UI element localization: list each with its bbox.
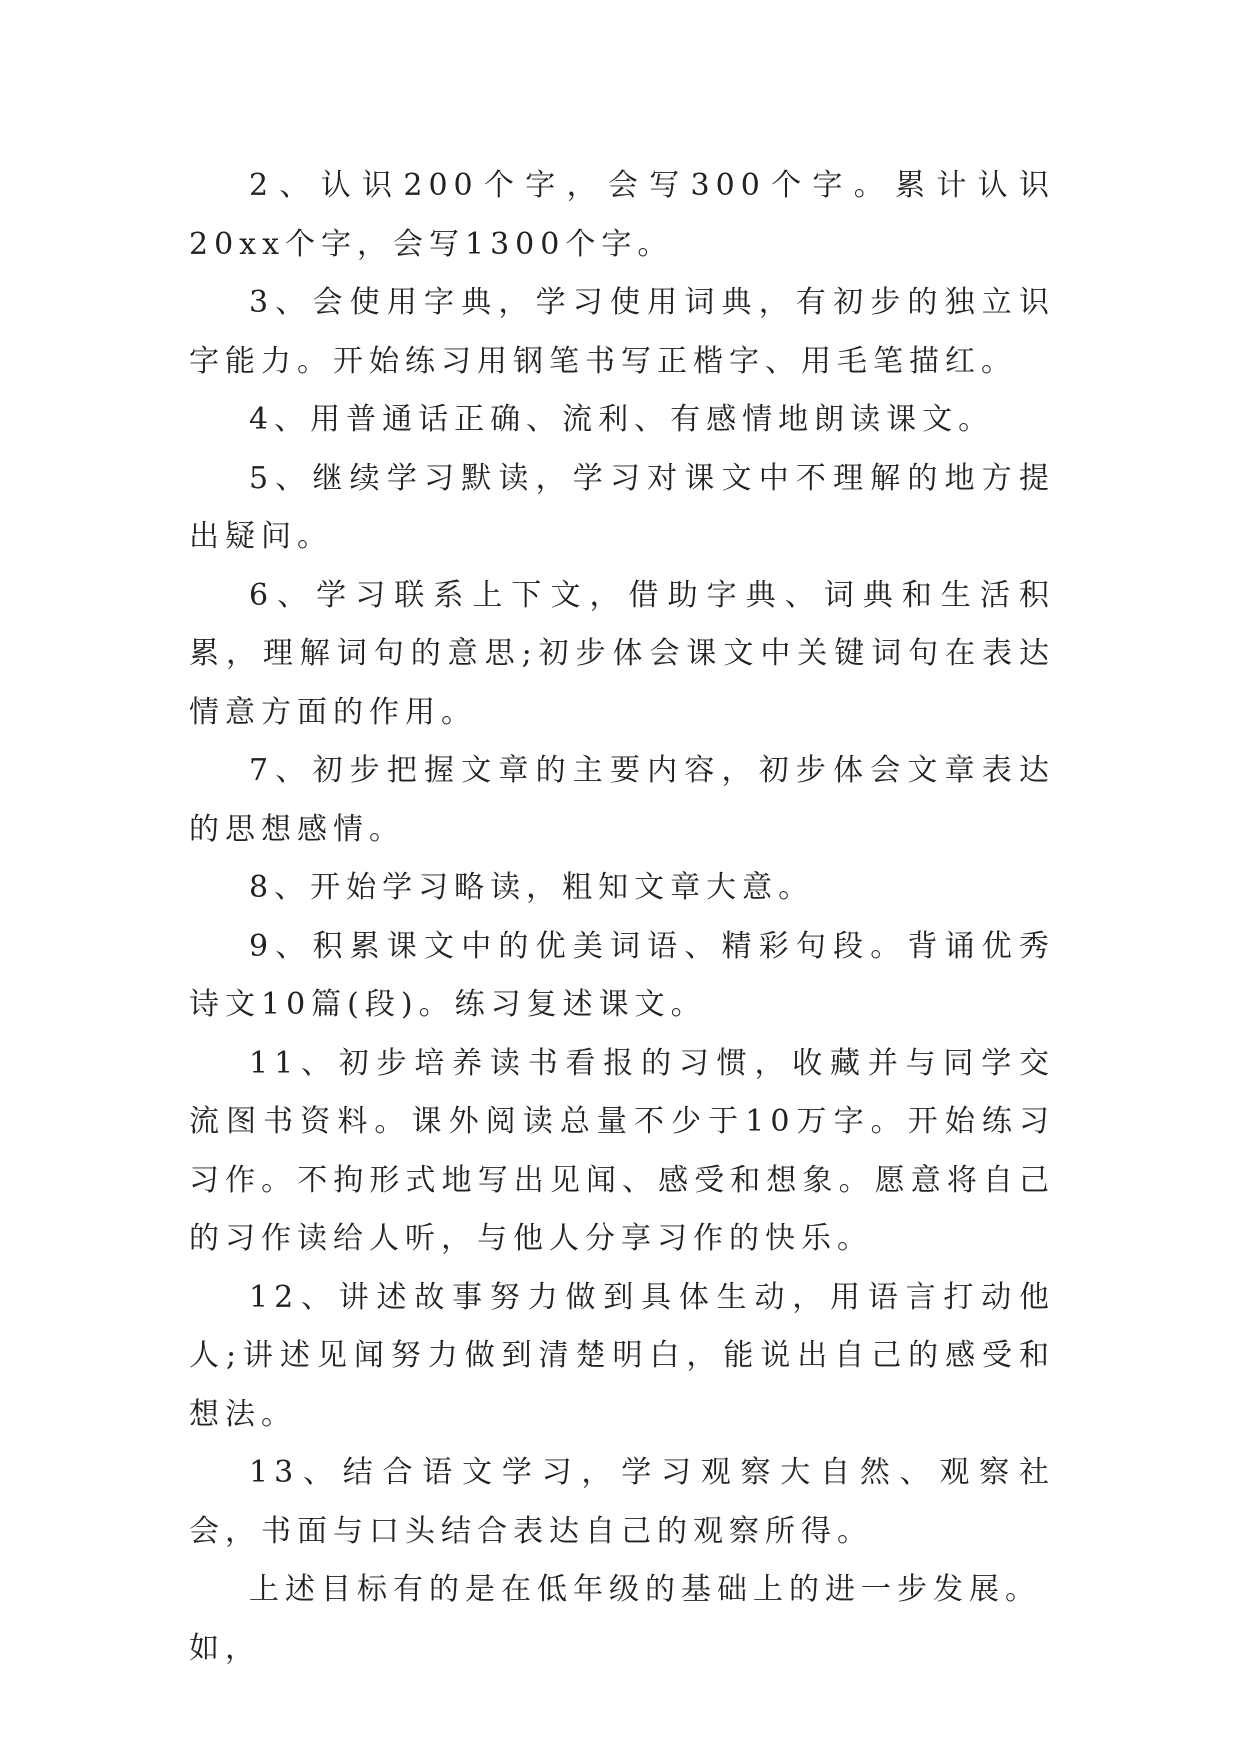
paragraph: 9、积累课文中的优美词语、精彩句段。背诵优秀诗文10篇(段)。练习复述课文。 <box>189 928 1055 1022</box>
paragraph: 7、初步把握文章的主要内容，初步体会文章表达的思想感情。 <box>189 753 1055 847</box>
paragraph: 4、用普通话正确、流利、有感情地朗读课文。 <box>249 402 995 437</box>
paragraph: 11、初步培养读书看报的习惯，收藏并与同学交流图书资料。课外阅读总量不少于10万字。开始练习习作。不拘形式地写出见闻、感受和想象。愿意将自己的习作读给人听，与他人分享习作的快乐。 <box>189 1045 1055 1256</box>
paragraph: 8、开始学习略读，粗知文章大意。 <box>249 870 815 905</box>
paragraph: 2、认识200个字，会写300个字。累计认识20xx个字，会写1300个字。 <box>189 168 1055 262</box>
paragraph: 3、会使用字典，学习使用词典，有初步的独立识字能力。开始练习用钢笔书写正楷字、用毛笔描红。 <box>189 285 1055 379</box>
paragraph: 6、学习联系上下文，借助字典、词典和生活积累，理解词句的意思;初步体会课文中关键词句在表达情意方面的作用。 <box>189 577 1055 730</box>
paragraph: 13、结合语文学习，学习观察大自然、观察社会，书面与口头结合表达自己的观察所得。 <box>189 1455 1055 1549</box>
document-body <box>189 157 1055 1678</box>
paragraph: 12、讲述故事努力做到具体生动，用语言打动他人;讲述见闻努力做到清楚明白，能说出自己的感受和想法。 <box>189 1279 1055 1432</box>
paragraph: 上述目标有的是在低年级的基础上的进一步发展。如， <box>189 1572 1041 1666</box>
paragraph: 5、继续学习默读，学习对课文中不理解的地方提出疑问。 <box>189 460 1055 554</box>
